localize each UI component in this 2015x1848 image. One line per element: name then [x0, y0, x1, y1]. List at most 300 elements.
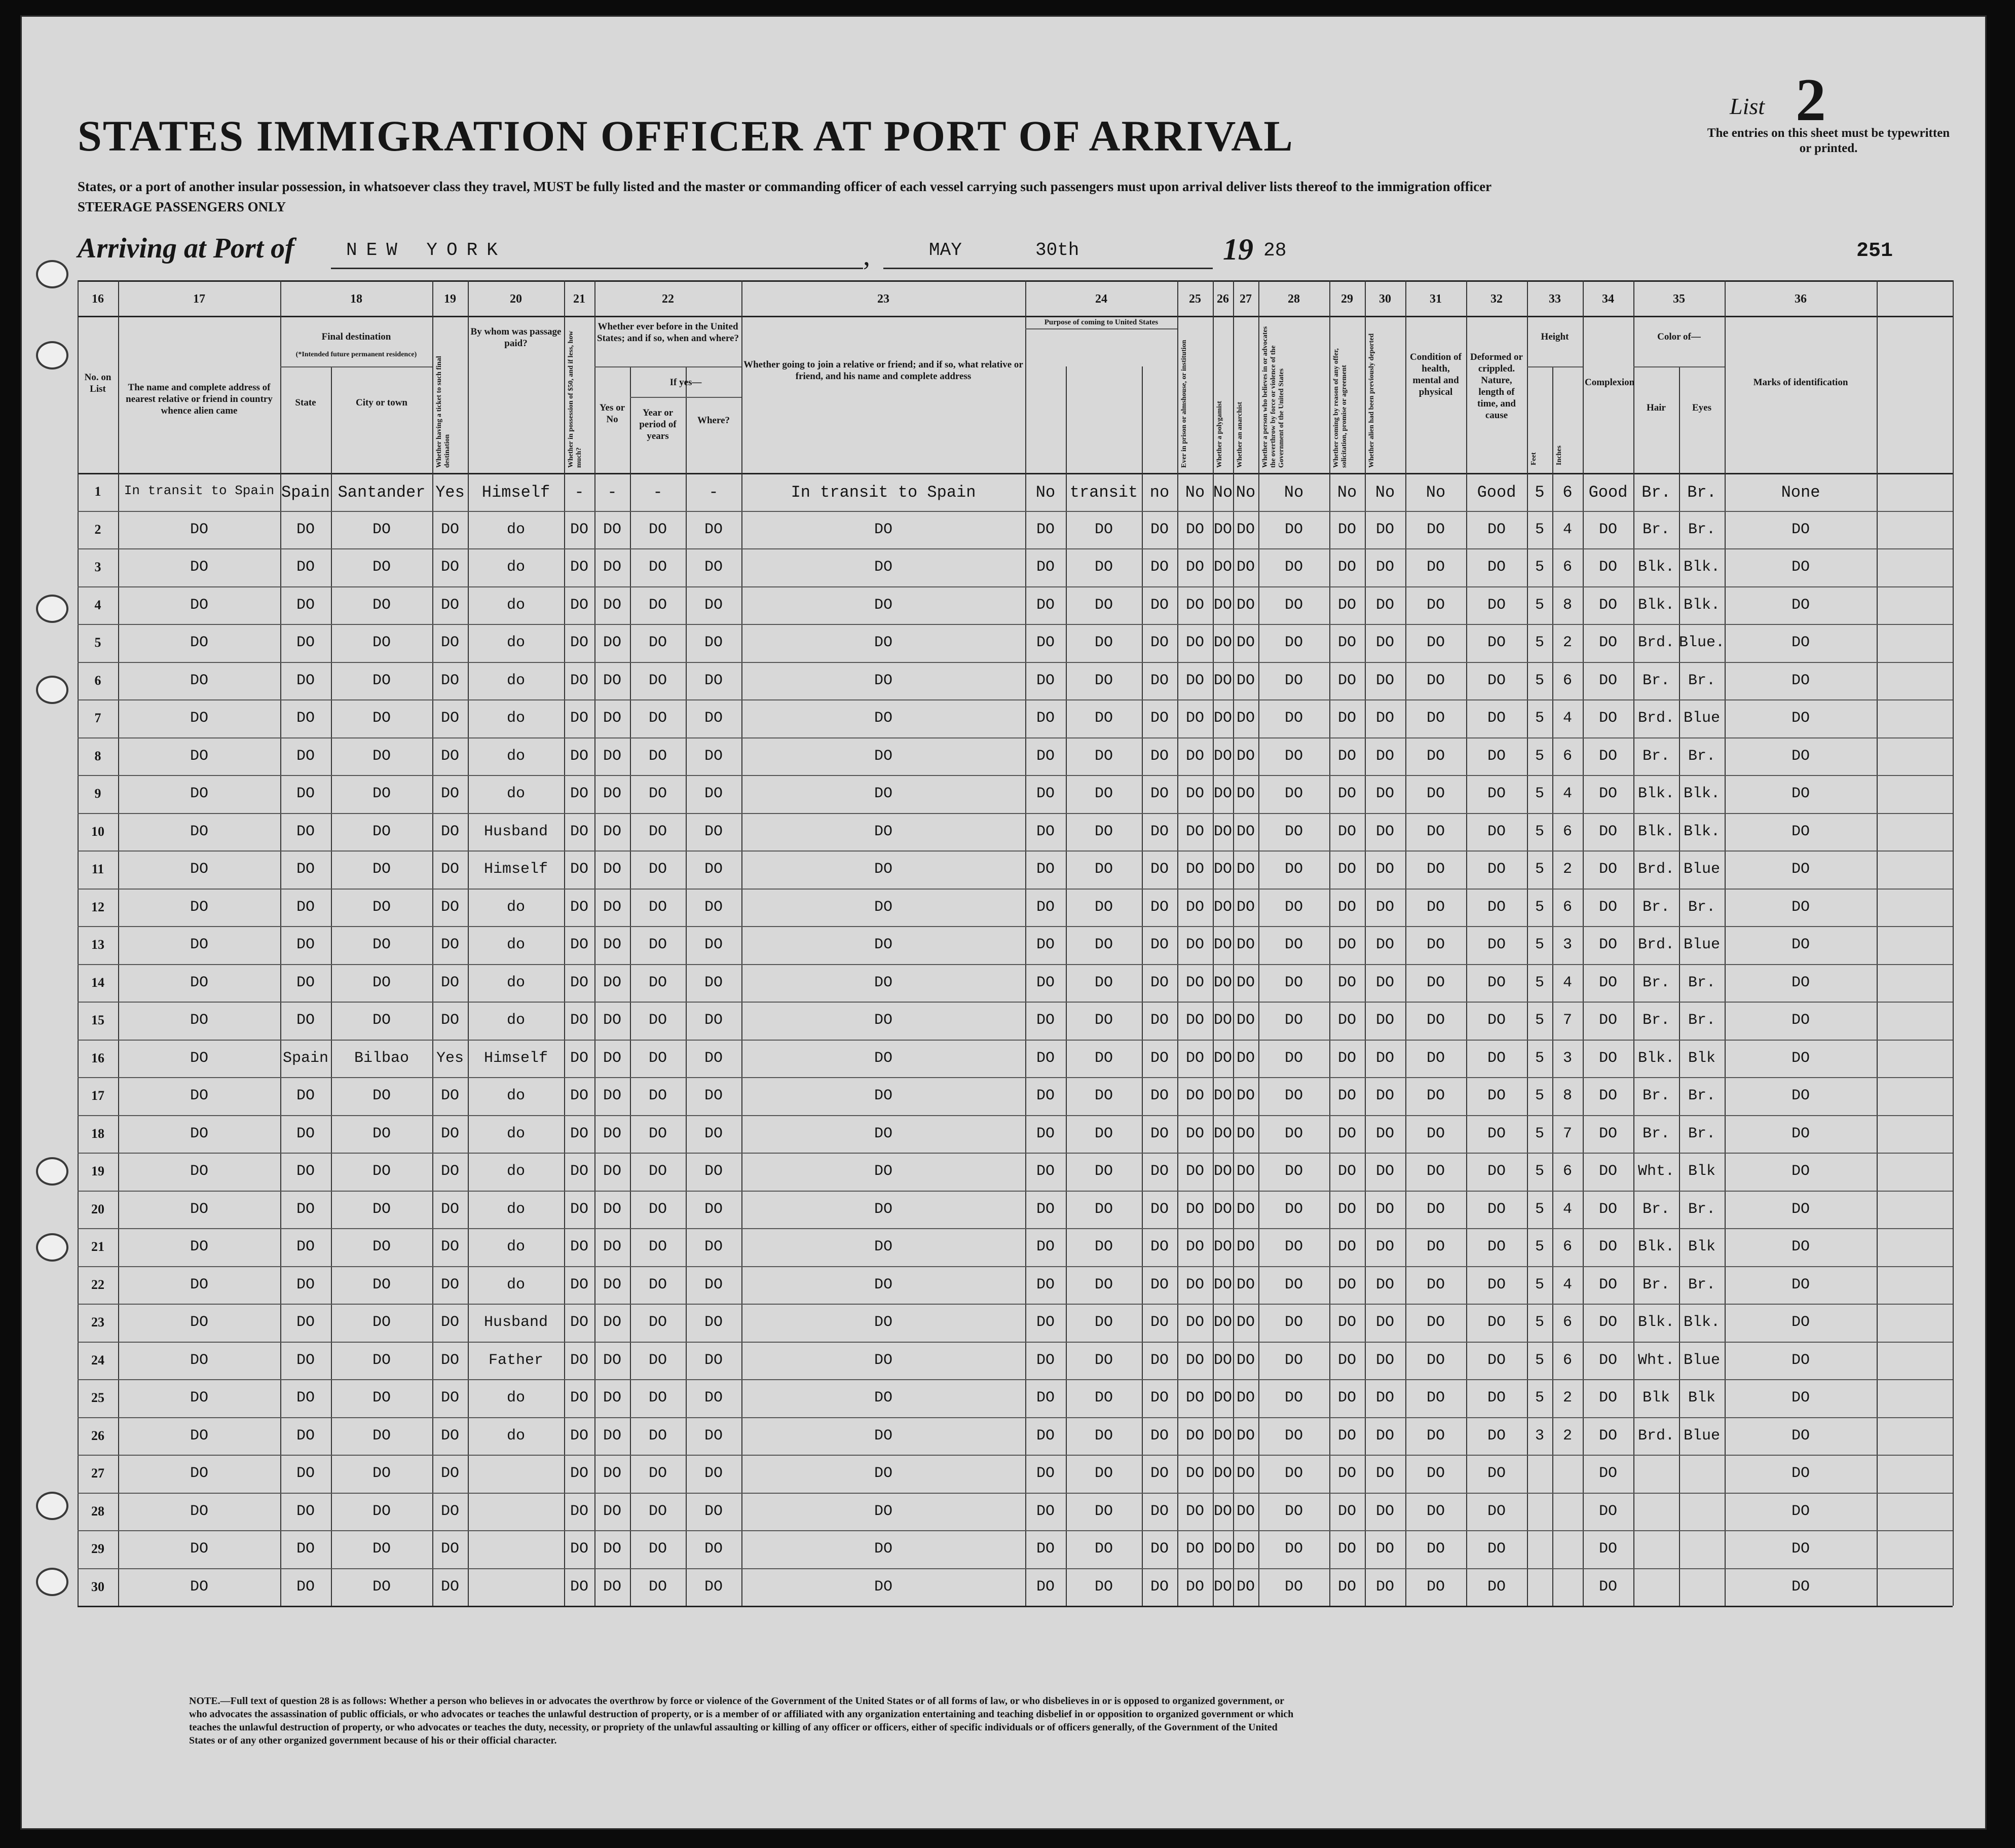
table-cell-rel: DO: [190, 559, 208, 576]
table-cell-comp: DO: [1598, 785, 1617, 802]
table-cell-state: DO: [296, 1163, 315, 1180]
table-cell-c28: DO: [1284, 1465, 1303, 1482]
table-cell-c30: DO: [1375, 1200, 1394, 1218]
table-cell-rel: DO: [190, 747, 208, 765]
table-cell-inch: 4: [1562, 1276, 1572, 1293]
table-cell-join: DO: [874, 1276, 892, 1293]
table-cell-c50: DO: [570, 559, 588, 576]
table-cell-rel: DO: [190, 974, 208, 991]
table-cell-p2: DO: [1094, 634, 1113, 651]
table-cell-c25: DO: [1185, 1465, 1204, 1482]
table-cell-inch: 6: [1562, 483, 1573, 502]
column-header: Whether alien had been previously deported: [1368, 333, 1375, 468]
table-cell-state: DO: [296, 710, 315, 727]
row-rule: [78, 813, 1953, 814]
table-cell-hair: Wht.: [1637, 1163, 1674, 1180]
row-rule: [78, 1040, 1953, 1041]
table-cell-marks: DO: [1791, 1389, 1810, 1407]
table-cell-c27: DO: [1236, 1012, 1255, 1029]
table-cell-c25: DO: [1185, 1314, 1204, 1331]
row-number: 15: [91, 1013, 104, 1027]
row-rule: [78, 1493, 1953, 1494]
table-cell-state: DO: [296, 1238, 315, 1255]
row-number: 28: [91, 1503, 104, 1519]
column-header: Whether ever before in the United States; and if so, when and where?: [597, 321, 739, 344]
table-cell-inch: 6: [1562, 898, 1572, 916]
table-cell-ticket: DO: [440, 974, 459, 991]
table-cell-years: DO: [648, 634, 667, 651]
table-cell-marks: DO: [1791, 1087, 1810, 1104]
table-cell-rel: DO: [190, 936, 208, 953]
table-cell-marks: DO: [1791, 861, 1810, 878]
table-cell-rel: DO: [190, 823, 208, 840]
table-cell-p1: DO: [1036, 1125, 1055, 1142]
table-cell-deform: DO: [1487, 672, 1506, 689]
table-cell-ticket: DO: [440, 898, 459, 916]
table-cell-state: DO: [296, 596, 315, 614]
column-number: 21: [573, 292, 585, 306]
binder-hole: [36, 1157, 68, 1186]
table-cell-comp: DO: [1598, 1314, 1617, 1331]
table-cell-yn: DO: [603, 1125, 621, 1142]
table-cell-rel: DO: [190, 1238, 208, 1255]
table-cell-ticket: DO: [440, 1012, 459, 1029]
table-cell-marks: DO: [1791, 1465, 1810, 1482]
table-cell-city: DO: [372, 1125, 391, 1142]
table-cell-inch: 3: [1562, 1049, 1572, 1067]
table-cell-c26: DO: [1213, 1049, 1232, 1067]
table-cell-inch: 4: [1562, 710, 1572, 727]
table-cell-city: DO: [372, 1502, 391, 1520]
table-cell-c26: DO: [1213, 1427, 1232, 1445]
row-rule: [78, 586, 1953, 587]
table-cell-c30: DO: [1375, 823, 1394, 840]
table-cell-c25: DO: [1185, 1427, 1204, 1445]
table-cell-c27: DO: [1236, 1200, 1255, 1218]
table-cell-p1: DO: [1036, 672, 1055, 689]
table-cell-c25: DO: [1185, 861, 1204, 878]
table-cell-yn: DO: [603, 861, 621, 878]
table-cell-city: DO: [372, 1427, 391, 1445]
list-label: List: [1730, 93, 1765, 119]
table-cell-city: DO: [372, 861, 391, 878]
table-cell-health: DO: [1426, 1578, 1445, 1596]
year-prefix: 19: [1223, 233, 1253, 266]
column-header: Marks of identification: [1753, 377, 1848, 388]
table-cell-comp: DO: [1598, 634, 1617, 651]
table-cell-c28: DO: [1284, 559, 1303, 576]
table-cell-p2: DO: [1094, 1125, 1113, 1142]
table-cell-join: DO: [874, 1200, 892, 1218]
table-cell-where: DO: [704, 747, 723, 765]
table-cell-c30: DO: [1375, 936, 1394, 953]
table-cell-c50: DO: [570, 710, 588, 727]
table-cell-where: DO: [704, 634, 723, 651]
table-cell-years: DO: [648, 1389, 667, 1407]
row-number: 29: [91, 1541, 104, 1556]
table-cell-health: DO: [1426, 1087, 1445, 1104]
table-cell-c25: DO: [1185, 1163, 1204, 1180]
row-rule: [78, 662, 1953, 663]
table-cell-c27: DO: [1236, 710, 1255, 727]
table-cell-c50: DO: [570, 1163, 588, 1180]
table-cell-ticket: Yes: [435, 483, 465, 502]
table-cell-health: DO: [1426, 747, 1445, 765]
table-cell-c30: DO: [1375, 1087, 1394, 1104]
table-cell-c29: DO: [1337, 1540, 1356, 1558]
table-cell-p1: DO: [1036, 596, 1055, 614]
table-cell-c26: DO: [1213, 559, 1232, 576]
table-cell-health: DO: [1426, 1502, 1445, 1520]
table-cell-c27: DO: [1236, 1389, 1255, 1407]
table-cell-state: DO: [296, 521, 315, 538]
table-cell-feet: 3: [1535, 1427, 1544, 1445]
table-cell-comp: DO: [1598, 1465, 1617, 1482]
table-cell-p3: DO: [1150, 1012, 1169, 1029]
table-cell-p2: DO: [1094, 596, 1113, 614]
table-cell-c50: DO: [570, 1087, 588, 1104]
column-number: 36: [1795, 292, 1807, 306]
table-cell-yn: DO: [603, 521, 621, 538]
column-header-blank: [1145, 331, 1174, 468]
table-cell-marks: DO: [1791, 936, 1810, 953]
table-cell-c25: DO: [1185, 634, 1204, 651]
table-cell-yn: DO: [603, 936, 621, 953]
table-cell-c26: DO: [1213, 1163, 1232, 1180]
table-cell-c26: DO: [1213, 710, 1232, 727]
row-rule: [78, 889, 1953, 890]
row-number: 26: [91, 1428, 104, 1443]
table-cell-paid: do: [506, 559, 525, 576]
row-rule: [78, 964, 1953, 965]
table-cell-years: DO: [648, 1427, 667, 1445]
table-cell-inch: 4: [1562, 785, 1572, 802]
table-cell-city: DO: [372, 1163, 391, 1180]
table-cell-marks: None: [1781, 483, 1820, 502]
table-cell-c26: DO: [1213, 1087, 1232, 1104]
table-cell-paid: do: [506, 785, 525, 802]
table-cell-c28: DO: [1284, 596, 1303, 614]
column-number: 35: [1673, 292, 1685, 306]
table-cell-deform: DO: [1487, 1465, 1506, 1482]
table-cell-comp: DO: [1598, 1049, 1617, 1067]
instructions-line: States, or a port of another insular possession, in whatsoever class they travel, MUST be fully listed and the master or commanding officer of each vessel carrying such passengers must upon arrival deliver lists thereof to the immigration officer: [78, 179, 1492, 194]
row-rule: [78, 1115, 1953, 1116]
table-cell-p1: DO: [1036, 1540, 1055, 1558]
table-cell-marks: DO: [1791, 1238, 1810, 1255]
table-cell-health: DO: [1426, 1012, 1445, 1029]
column-number: 25: [1189, 292, 1201, 306]
column-number: 30: [1379, 292, 1391, 306]
table-cell-ticket: DO: [440, 1465, 459, 1482]
table-cell-health: DO: [1426, 710, 1445, 727]
table-cell-p1: DO: [1036, 1238, 1055, 1255]
table-cell-years: DO: [648, 1163, 667, 1180]
table-cell-paid: Husband: [483, 823, 548, 840]
table-cell-c30: DO: [1375, 747, 1394, 765]
column-number: 17: [193, 292, 205, 306]
table-cell-yn: DO: [603, 1049, 621, 1067]
table-cell-p3: DO: [1150, 634, 1169, 651]
table-cell-eyes: Blue.: [1678, 634, 1725, 651]
table-cell-c29: DO: [1337, 974, 1356, 991]
arriving-label: Arriving at Port of: [78, 233, 294, 264]
table-cell-p3: DO: [1150, 710, 1169, 727]
table-cell-p2: DO: [1094, 974, 1113, 991]
column-header: Feet: [1530, 452, 1538, 465]
row-number: 3: [94, 560, 101, 574]
table-cell-where: -: [708, 483, 719, 502]
table-cell-c25: DO: [1185, 1389, 1204, 1407]
table-cell-eyes: Blk: [1688, 1163, 1715, 1180]
table-cell-marks: DO: [1791, 710, 1810, 727]
table-cell-eyes: Blk: [1688, 1389, 1715, 1407]
table-cell-c30: DO: [1375, 1276, 1394, 1293]
table-cell-deform: DO: [1487, 1314, 1506, 1331]
table-cell-c30: DO: [1375, 1125, 1394, 1142]
table-cell-hair: Br.: [1642, 1276, 1670, 1293]
table-cell-c25: DO: [1185, 1125, 1204, 1142]
table-cell-c50: DO: [570, 936, 588, 953]
column-header: Purpose of coming to United States: [1044, 318, 1159, 326]
column-header: Year or period of years: [639, 408, 677, 441]
table-cell-p2: DO: [1094, 1163, 1113, 1180]
table-cell-c29: DO: [1337, 1200, 1356, 1218]
table-cell-ticket: DO: [440, 1578, 459, 1596]
table-cell-p3: DO: [1150, 1465, 1169, 1482]
table-cell-marks: DO: [1791, 672, 1810, 689]
table-cell-health: DO: [1426, 1049, 1445, 1067]
table-cell-p1: DO: [1036, 1427, 1055, 1445]
table-cell-city: DO: [372, 1012, 391, 1029]
table-cell-c25: DO: [1185, 1200, 1204, 1218]
table-cell-c28: DO: [1284, 1314, 1303, 1331]
table-cell-c27: DO: [1236, 634, 1255, 651]
table-cell-c26: DO: [1213, 1465, 1232, 1482]
column-number: 33: [1549, 292, 1561, 306]
table-cell-c27: DO: [1236, 1465, 1255, 1482]
table-cell-hair: Brd.: [1637, 1427, 1674, 1445]
table-cell-c25: DO: [1185, 1238, 1204, 1255]
table-cell-city: DO: [372, 1465, 391, 1482]
table-cell-p1: DO: [1036, 521, 1055, 538]
table-cell-city: DO: [372, 559, 391, 576]
table-cell-c28: DO: [1284, 936, 1303, 953]
table-cell-hair: Blk.: [1637, 596, 1674, 614]
table-cell-c50: DO: [570, 1125, 588, 1142]
table-cell-yn: DO: [603, 823, 621, 840]
table-cell-state: DO: [296, 1465, 315, 1482]
table-cell-c28: DO: [1284, 747, 1303, 765]
table-cell-inch: 6: [1562, 1351, 1572, 1369]
table-cell-c29: DO: [1337, 823, 1356, 840]
table-cell-p3: DO: [1150, 1389, 1169, 1407]
table-cell-c26: DO: [1213, 634, 1232, 651]
table-cell-deform: DO: [1487, 898, 1506, 916]
table-cell-p1: DO: [1036, 861, 1055, 878]
table-cell-c29: No: [1337, 483, 1357, 502]
table-cell-c50: DO: [570, 747, 588, 765]
table-cell-c29: DO: [1337, 747, 1356, 765]
table-cell-ticket: DO: [440, 1200, 459, 1218]
column-header: Height: [1541, 331, 1569, 342]
table-cell-join: DO: [874, 1087, 892, 1104]
row-number: 4: [94, 597, 101, 612]
table-cell-deform: DO: [1487, 596, 1506, 614]
table-cell-deform: DO: [1487, 747, 1506, 765]
table-cell-comp: DO: [1598, 559, 1617, 576]
row-number: 25: [91, 1390, 104, 1405]
table-cell-eyes: Br.: [1688, 974, 1715, 991]
table-cell-c29: DO: [1337, 861, 1356, 878]
column-number: 22: [662, 292, 674, 306]
table-cell-p3: DO: [1150, 521, 1169, 538]
table-cell-c25: DO: [1185, 1049, 1204, 1067]
table-cell-rel: DO: [190, 634, 208, 651]
table-cell-c29: DO: [1337, 1125, 1356, 1142]
column-header: Complexion: [1585, 377, 1635, 388]
table-cell-feet: 5: [1535, 785, 1544, 802]
table-cell-city: DO: [372, 747, 391, 765]
column-header: State: [295, 397, 316, 408]
table-cell-c27: DO: [1236, 785, 1255, 802]
table-cell-marks: DO: [1791, 1276, 1810, 1293]
table-cell-feet: 5: [1535, 1389, 1544, 1407]
table-cell-city: Bilbao: [354, 1049, 409, 1067]
table-cell-state: DO: [296, 898, 315, 916]
table-cell-deform: DO: [1487, 1351, 1506, 1369]
row-rule: [78, 548, 1953, 549]
row-rule: [78, 624, 1953, 625]
table-cell-eyes: Blue: [1683, 1351, 1720, 1369]
table-cell-state: DO: [296, 861, 315, 878]
table-cell-c50: -: [574, 483, 584, 502]
table-cell-city: DO: [372, 1200, 391, 1218]
table-cell-c27: DO: [1236, 1125, 1255, 1142]
table-cell-marks: DO: [1791, 559, 1810, 576]
table-cell-join: DO: [874, 1049, 892, 1067]
table-cell-p2: transit: [1069, 483, 1138, 502]
table-cell-c30: DO: [1375, 785, 1394, 802]
table-cell-health: DO: [1426, 559, 1445, 576]
table-cell-join: DO: [874, 785, 892, 802]
table-cell-state: DO: [296, 672, 315, 689]
column-number: 32: [1490, 292, 1503, 306]
table-cell-p3: DO: [1150, 559, 1169, 576]
table-cell-state: DO: [296, 1578, 315, 1596]
table-cell-c30: DO: [1375, 559, 1394, 576]
table-cell-c25: DO: [1185, 1351, 1204, 1369]
table-cell-where: DO: [704, 1502, 723, 1520]
table-cell-c30: DO: [1375, 672, 1394, 689]
row-rule: [78, 1379, 1953, 1380]
table-cell-years: DO: [648, 559, 667, 576]
steerage-label: STEERAGE PASSENGERS ONLY: [78, 199, 286, 214]
column-header: Whether a person who believes in or advocates the overthrow by force or violence of the Government of the United States: [1261, 326, 1285, 468]
table-cell-ticket: DO: [440, 596, 459, 614]
column-header: No. on List: [84, 372, 111, 394]
table-cell-c26: DO: [1213, 936, 1232, 953]
column-header: Hair: [1647, 402, 1666, 413]
separator: ,: [863, 240, 870, 272]
table-cell-state: DO: [296, 747, 315, 765]
table-cell-ticket: DO: [440, 672, 459, 689]
table-cell-deform: DO: [1487, 1540, 1506, 1558]
table-cell-yn: DO: [603, 1200, 621, 1218]
row-number: 10: [91, 824, 104, 839]
binder-hole: [36, 1568, 68, 1596]
row-rule: [78, 1304, 1953, 1305]
table-cell-comp: DO: [1598, 1238, 1617, 1255]
table-cell-inch: 6: [1562, 747, 1572, 765]
table-cell-eyes: Blue: [1683, 936, 1720, 953]
table-cell-deform: DO: [1487, 861, 1506, 878]
table-cell-state: DO: [296, 1012, 315, 1029]
table-cell-ticket: DO: [440, 634, 459, 651]
table-cell-hair: Blk: [1642, 1389, 1670, 1407]
table-cell-feet: 5: [1535, 596, 1544, 614]
table-cell-p3: DO: [1150, 596, 1169, 614]
subheader-rule: [1527, 366, 1583, 367]
table-cell-inch: 4: [1562, 521, 1572, 538]
table-cell-health: DO: [1426, 823, 1445, 840]
table-cell-c27: DO: [1236, 1502, 1255, 1520]
table-cell-p1: DO: [1036, 974, 1055, 991]
table-cell-c28: DO: [1284, 1125, 1303, 1142]
table-cell-marks: DO: [1791, 1427, 1810, 1445]
table-cell-join: DO: [874, 1163, 892, 1180]
column-header: Inches: [1555, 446, 1563, 465]
table-cell-p1: No: [1035, 483, 1056, 502]
table-cell-where: DO: [704, 1276, 723, 1293]
table-cell-p2: DO: [1094, 1314, 1113, 1331]
table-cell-c30: DO: [1375, 1163, 1394, 1180]
table-cell-eyes: Blue: [1683, 861, 1720, 878]
table-cell-c26: DO: [1213, 1238, 1232, 1255]
table-cell-c29: DO: [1337, 1351, 1356, 1369]
table-cell-c28: DO: [1284, 710, 1303, 727]
table-cell-c26: DO: [1213, 672, 1232, 689]
column-header: Whether an anarchist: [1236, 401, 1244, 468]
table-cell-city: DO: [372, 596, 391, 614]
table-cell-feet: 5: [1535, 936, 1544, 953]
table-cell-c28: DO: [1284, 1389, 1303, 1407]
table-cell-c27: DO: [1236, 1578, 1255, 1596]
table-cell-p3: DO: [1150, 1238, 1169, 1255]
row-number: 13: [91, 937, 104, 952]
table-cell-c30: DO: [1375, 1012, 1394, 1029]
table-cell-years: DO: [648, 1351, 667, 1369]
table-cell-feet: 5: [1535, 1087, 1544, 1104]
row-number: 11: [91, 862, 104, 876]
row-rule: [78, 775, 1953, 776]
table-cell-health: DO: [1426, 1540, 1445, 1558]
table-cell-where: DO: [704, 1540, 723, 1558]
table-cell-c25: DO: [1185, 1012, 1204, 1029]
table-top-rule: [78, 280, 1953, 282]
table-cell-eyes: Blk.: [1683, 785, 1720, 802]
binder-hole: [36, 341, 68, 369]
table-cell-where: DO: [704, 559, 723, 576]
row-rule: [78, 1455, 1953, 1456]
table-cell-c25: DO: [1185, 747, 1204, 765]
table-cell-c29: DO: [1337, 1578, 1356, 1596]
table-cell-rel: DO: [190, 1427, 208, 1445]
table-cell-comp: DO: [1598, 596, 1617, 614]
table-cell-p2: DO: [1094, 936, 1113, 953]
table-cell-p3: DO: [1150, 1276, 1169, 1293]
table-cell-comp: DO: [1598, 1125, 1617, 1142]
